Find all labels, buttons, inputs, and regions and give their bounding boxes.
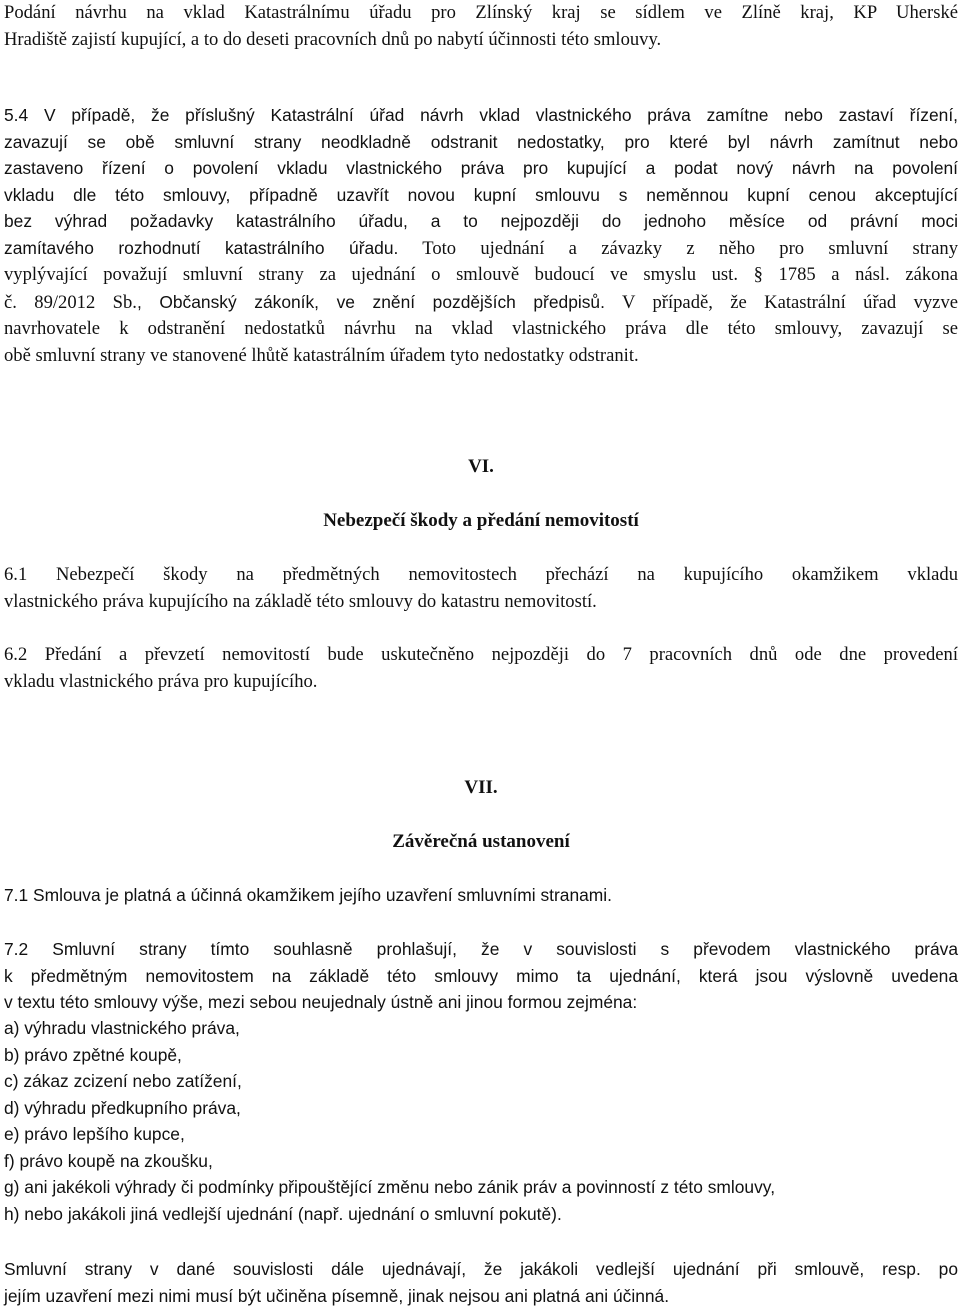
final-line: jejím uzavření mezi nimi musí být učiněna písemně, jinak nejsou ani platná ani účinná.	[4, 1283, 958, 1309]
p61-line: 6.1 Nebezpečí škody na předmětných nemovitostech přechází na kupujícího okamžikem vkladu	[4, 562, 958, 589]
p62-line: vkladu vlastnického práva pro kupujícího.	[4, 669, 958, 696]
p54-line: bez výhrad požadavky katastrálního úřadu, a to nejpozději do jednoho měsíce od právní moci	[4, 208, 958, 235]
paragraph-7-1	[4, 882, 958, 909]
exclusions-list	[4, 1015, 958, 1227]
intro-line: Podání návrhu na vklad Katastrálnímu úřadu pro Zlínský kraj se sídlem ve Zlíně kraj, KP Uherské	[4, 0, 958, 27]
p54-line: obě smluvní strany ve stanovené lhůtě katastrálním úřadem tyto nedostatky odstranit.	[4, 343, 958, 370]
paragraph-6-1	[4, 562, 958, 615]
final-paragraph	[4, 1256, 958, 1309]
list-item: f) právo koupě na zkoušku,	[4, 1148, 958, 1175]
list-item: c) zákaz zcizení nebo zatížení,	[4, 1068, 958, 1095]
p54-line: vkladu dle této smlouvy, případně uzavřít novou kupní smlouvu s neměnnou kupní cenou akceptující	[4, 182, 958, 209]
list-item: g) ani jakékoli výhrady či podmínky připouštějící změnu nebo zánik práv a povinností z této smlouvy,	[4, 1174, 958, 1201]
list-item: a) výhradu vlastnického práva,	[4, 1015, 958, 1042]
p54-line: 5.4 V případě, že příslušný Katastrální úřad návrh vklad vlastnického práva zamítne nebo zastaví řízení,	[4, 102, 958, 129]
p54-line: č. 89/2012 Sb., Občanský zákoník, ve znění pozdějších předpisů. V případě, že Katastrální úřad vyzve	[4, 289, 958, 317]
p72-line: v textu této smlouvy výše, mezi sebou neujednaly ústně ani jinou formou zejména:	[4, 989, 958, 1016]
list-item: b) právo zpětné koupě,	[4, 1042, 958, 1069]
paragraph-5-4	[4, 102, 958, 369]
paragraph-6-2	[4, 642, 958, 695]
intro-line: Hradiště zajistí kupující, a to do deseti pracovních dnů po nabytí účinnosti této smlouvy.	[4, 27, 958, 54]
p54-line: vyplývající považují smluvní strany za ujednání o smlouvě budoucí ve smyslu ust. § 1785 a násl. zákona	[4, 262, 958, 289]
intro-paragraph	[4, 0, 958, 53]
p54-line: navrhovatele k odstranění nedostatků návrhu na vklad vlastnického práva dle této smlouvy, zavazují se	[4, 316, 958, 343]
p54-line: zastaveno řízení o povolení vkladu vlastnického práva pro kupující a podat nový návrh na povolení	[4, 155, 958, 182]
paragraph-7-2	[4, 936, 958, 1016]
section-sign: §	[738, 264, 763, 285]
list-item: h) nebo jakákoli jiná vedlejší ujednání (např. ujednání o smluvní pokutě).	[4, 1201, 958, 1228]
p61-line: vlastnického práva kupujícího na základě této smlouvy do katastru nemovitostí.	[4, 589, 958, 616]
section-7-number: VII.	[4, 775, 958, 802]
p54-line: zamítavého rozhodnutí katastrálního úřadu. Toto ujednání a závazky z něho pro smluvní strany	[4, 235, 958, 263]
section-7-title: Závěrečná ustanovení	[4, 829, 958, 856]
p72-line: 7.2 Smluvní strany tímto souhlasně prohlašují, že v souvislosti s převodem vlastnického práva	[4, 936, 958, 963]
section-6-title: Nebezpečí škody a předání nemovitostí	[4, 508, 958, 535]
p71-line: 7.1 Smlouva je platná a účinná okamžikem jejího uzavření smluvními stranami.	[4, 882, 958, 909]
list-item: e) právo lepšího kupce,	[4, 1121, 958, 1148]
p72-line: k předmětným nemovitostem na základě této smlouvy mimo ta ujednání, která jsou výslovně uvedena	[4, 963, 958, 990]
final-line: Smluvní strany v dané souvislosti dále ujednávají, že jakákoli vedlejší ujednání při smlouvě, resp. po	[4, 1256, 958, 1283]
p62-line: 6.2 Předání a převzetí nemovitostí bude uskutečněno nejpozději do 7 pracovních dnů ode dne provedení	[4, 642, 958, 669]
p54-line: zavazují se obě smluvní strany neodkladně odstranit nedostatky, pro které byl návrh zamítnut nebo	[4, 129, 958, 156]
section-6-number: VI.	[4, 454, 958, 481]
list-item: d) výhradu předkupního práva,	[4, 1095, 958, 1122]
